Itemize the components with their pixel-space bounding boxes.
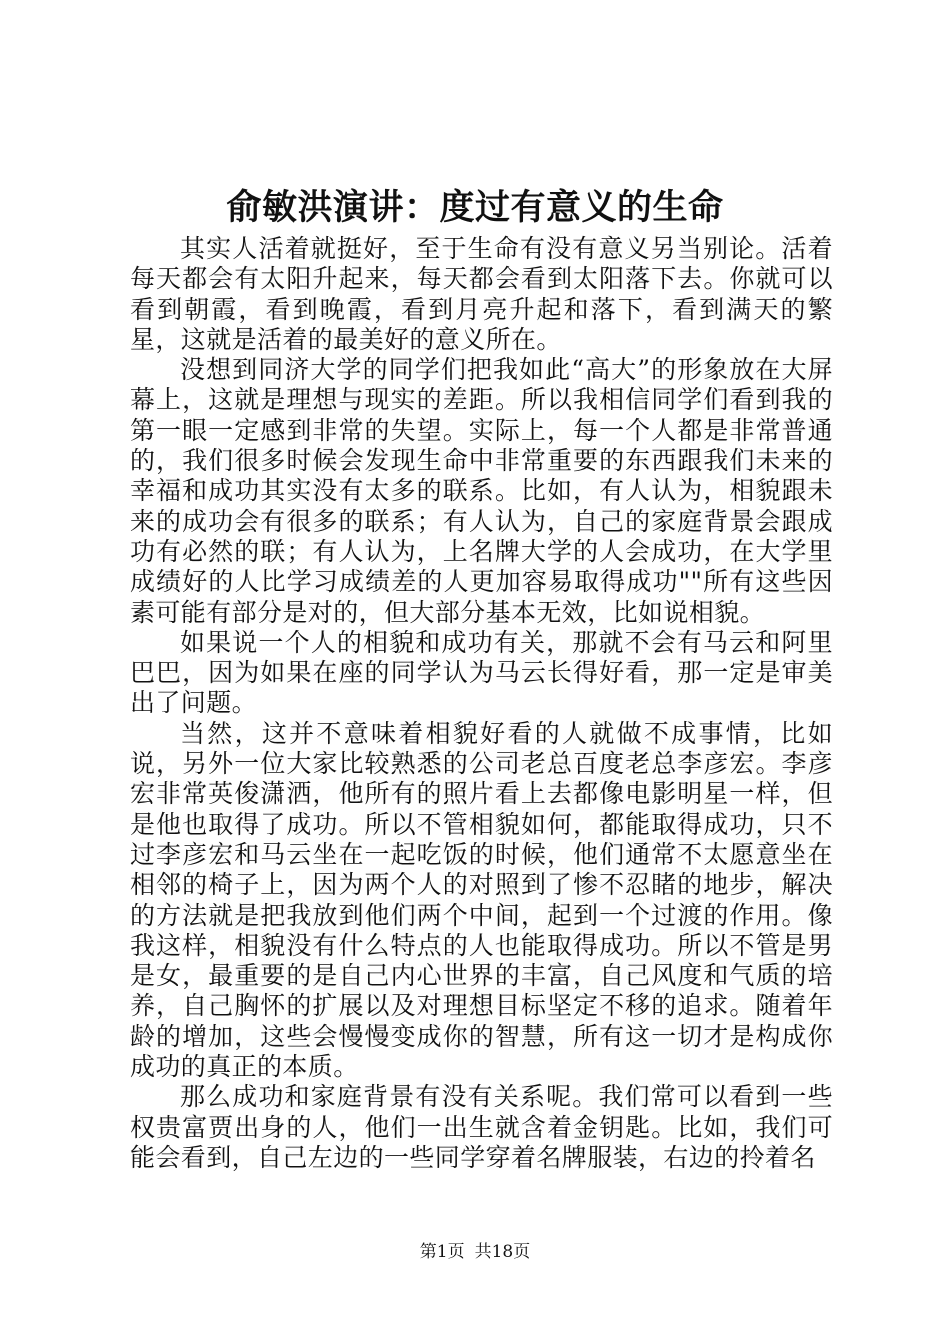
document-title: 俞敏洪演讲：度过有意义的生命 xyxy=(226,187,724,228)
document-body xyxy=(130,234,833,1173)
page-number: 第1页 xyxy=(419,1242,465,1262)
paragraph: 那么成功和家庭背景有没有关系呢。我们常可以看到一些权贵富贾出身的人，他们一出生就含着金钥匙。比如，我们可能会看到，自己左边的一些同学穿着名牌服装，右边的拎着名 xyxy=(130,1082,833,1172)
paragraph: 其实人活着就挺好，至于生命有没有意义另当别论。活着每天都会有太阳升起来，每天都会看到太阳落下去。你就可以看到朝霞，看到晚霞，看到月亮升起和落下，看到满天的繁星，这就是活着的最美好的意义所在。 xyxy=(130,234,833,354)
page-total: 共18页 xyxy=(474,1242,531,1262)
page-footer xyxy=(0,1241,950,1263)
paragraph: 如果说一个人的相貌和成功有关，那就不会有马云和阿里巴巴，因为如果在座的同学认为马云长得好看，那一定是审美出了问题。 xyxy=(130,627,833,718)
paragraph: 当然，这并不意味着相貌好看的人就做不成事情，比如说，另外一位大家比较熟悉的公司老总百度老总李彦宏。李彦宏非常英俊潇洒，他所有的照片看上去都像电影明星一样，但是他也取得了成功。所以不管相貌如何，都能取得成功，只不过李彦宏和马云坐在一起吃饭的时候，他们通常不太愿意坐在相邻的椅子上，因为两个人的对照到了惨不忍睹的地步，解决的方法就是把我放到他们两个中间，起到一个过渡的作用。像我这样，相貌没有什么特点的人也能取得成功。所以不管是男是女，最重要的是自己内心世界的丰富，自己风度和气质的培养，自己胸怀的扩展以及对理想目标坚定不移的追求。随着年龄的增加，这些会慢慢变成你的智慧，所有这一切才是构成你成功的真正的本质。 xyxy=(130,718,833,1082)
paragraph: 没想到同济大学的同学们把我如此“高大”的形象放在大屏幕上，这就是理想与现实的差距。所以我相信同学们看到我的第一眼一定感到非常的失望。实际上，每一个人都是非常普通的，我们很多时候会发现生命中非常重要的东西跟我们未来的幸福和成功其实没有太多的联系。比如，有人认为，相貌跟未来的成功会有很多的联系；有人认为，自己的家庭背景会跟成功有必然的联；有人认为，上名牌大学的人会成功，在大学里成绩好的人比学习成绩差的人更加容易取得成功""所有这些因素可能有部分是对的，但大部分基本无效，比如说相貌。 xyxy=(130,355,833,627)
